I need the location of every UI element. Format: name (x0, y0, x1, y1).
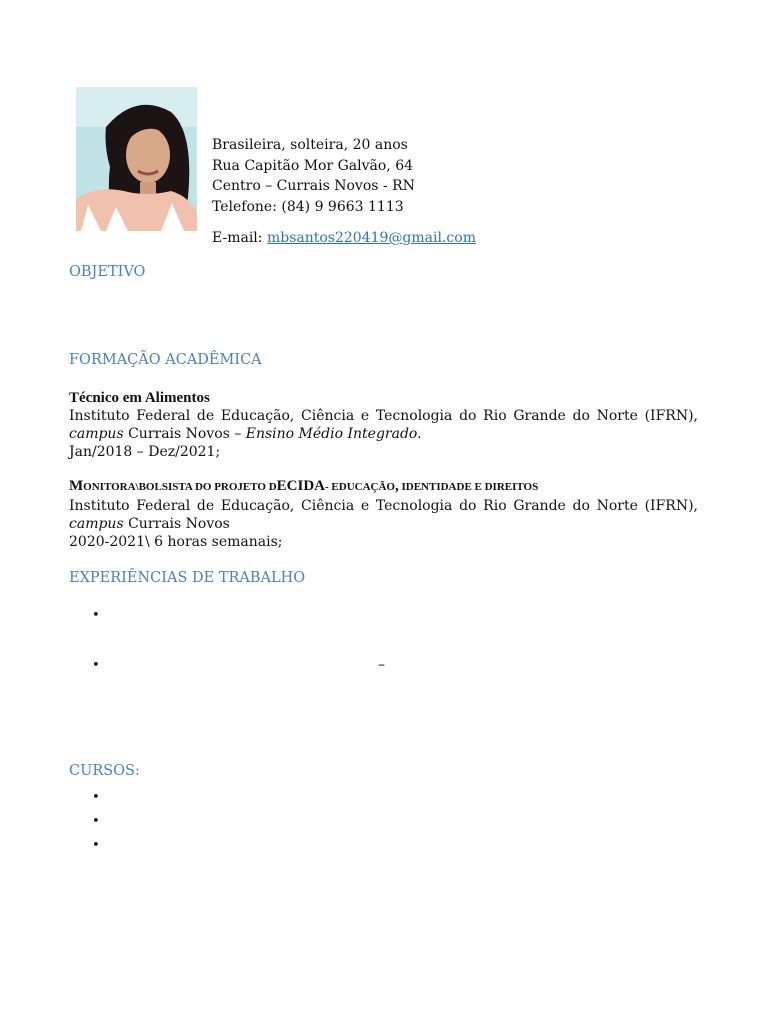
title-part-2: ECID (276, 478, 315, 494)
phone-number: Telefone: (84) 9 9663 1113 (212, 198, 404, 215)
formacao-campus-line (69, 425, 698, 443)
street-address: Rua Capitão Mor Galvão, 64 (212, 157, 414, 174)
contact-info (212, 135, 415, 217)
monitoria-campus-name: Currais Novos (123, 516, 230, 532)
monitoria-institution: Instituto Federal de Educação, Ciência e Tecnologia do Rio Grande do Norte (IFRN), (69, 498, 698, 514)
section-heading-cursos: CURSOS: (69, 763, 140, 779)
monitoria-campus-line (69, 515, 698, 533)
monitoria-entry (69, 497, 698, 551)
email-label: E-mail: (212, 230, 267, 246)
profile-photo (76, 87, 197, 231)
title-part-5: , (394, 478, 399, 494)
curso-bullet-1: • (92, 790, 100, 805)
formacao-entry (69, 389, 698, 461)
title-part-6: IDENTIDADE E DIREITOS (398, 481, 539, 493)
section-heading-objetivo: OBJETIVO (69, 264, 146, 280)
email-line (212, 230, 476, 246)
campus-name: Currais Novos – (123, 426, 246, 442)
title-part-1: ONITORA\BOLSISTA DO PROJETO D (83, 481, 277, 493)
section-heading-formacao: FORMAÇÃO ACADÊMICA (69, 352, 262, 368)
formacao-period: Jan/2018 – Dez/2021; (69, 444, 221, 460)
nationality-status-age: Brasileira, solteira, 20 anos (212, 137, 408, 153)
experiencia-bullet-1: • (92, 608, 100, 623)
monitoria-title (69, 478, 538, 495)
curso-bullet-3: • (92, 838, 100, 853)
formacao-institution: Instituto Federal de Educação, Ciência e Tecnologia do Rio Grande do Norte (IFRN), (69, 408, 698, 424)
monitoria-campus-word: campus (69, 516, 124, 532)
curso-bullet-2: • (92, 814, 100, 829)
title-part-4: - EDUCAÇÃO (325, 481, 395, 493)
city-address: Centro – Currais Novos - RN (212, 178, 415, 194)
experiencia-dash: – (378, 657, 385, 673)
title-part-3: A (314, 478, 325, 494)
modality-end: . (417, 426, 422, 442)
campus-word: campus (69, 426, 124, 442)
profile-photo-image (76, 87, 197, 231)
monitoria-period: 2020-2021\ 6 horas semanais; (69, 534, 283, 550)
experiencia-bullet-2: • (92, 658, 100, 673)
course-title: Técnico em Alimentos (69, 390, 210, 406)
section-heading-experiencias: EXPERIÊNCIAS DE TRABALHO (69, 570, 306, 586)
title-part-0: M (69, 478, 84, 494)
email-link[interactable]: mbsantos220419@gmail.com (266, 230, 476, 246)
modality: Ensino Médio Integrado (245, 426, 418, 442)
